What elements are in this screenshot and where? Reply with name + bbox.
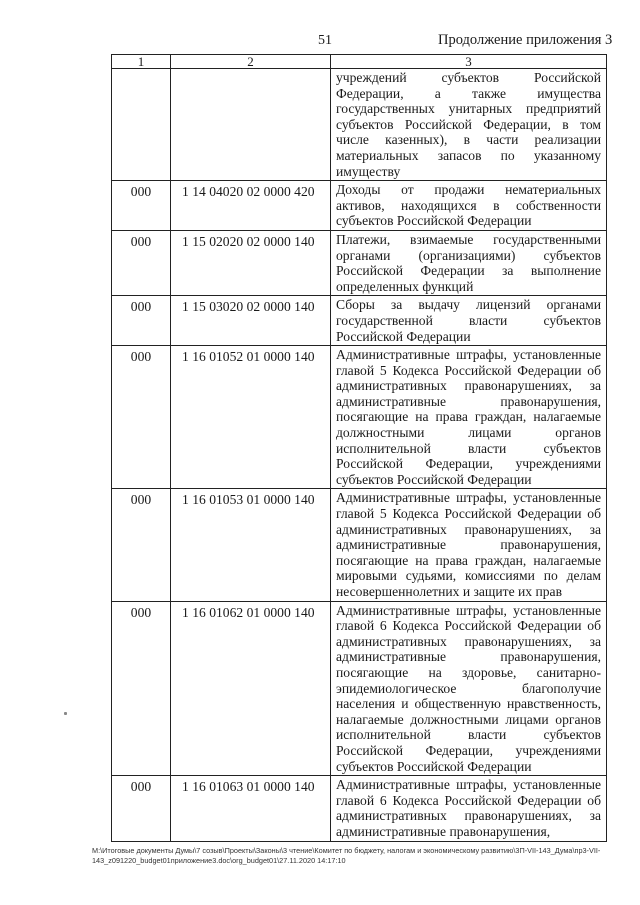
description-cell: учреждений субъектов Российской Федерации, а также имущества государственных унитарных предприятий субъектов Российской Федерации, в том числе казенных), в части реализации материальных запасов по указанному имуществу [331, 69, 607, 181]
description-cell: Административные штрафы, установленные главой 5 Кодекса Российской Федерации об административных правонарушениях, за административные правонарушения, посягающие на права граждан, налагаемые должностными лицами органов исполнительной власти субъектов Российской Федерации, учреждениями субъектов Российской Федерации [331, 346, 607, 489]
table-row [112, 346, 607, 489]
budget-code-cell: 1 14 04020 02 0000 420 [171, 181, 331, 231]
table-row [112, 69, 607, 181]
budget-code-cell [171, 69, 331, 181]
admin-code-cell: 000 [112, 346, 171, 489]
column-header: 2 [171, 55, 331, 69]
table-row [112, 489, 607, 601]
page-number: 51 [318, 33, 332, 48]
description-cell: Платежи, взимаемые государственными органами (организациями) субъектов Российской Федерации за выполнение определенных функций [331, 230, 607, 295]
budget-code-cell: 1 15 03020 02 0000 140 [171, 296, 331, 346]
document-file-path: M:\Итоговые документы Думы\7 созыв\Проекты\Законы\3 чтение\Комитет по бюджету, налогам и экономическому развитию\3П-VII-143_Дума\пр3-VII-143_z091220_budget01приложение3.doc\org_budget01\27.11.2020 14:17:10 [92, 846, 601, 865]
table-row [112, 296, 607, 346]
description-cell: Административные штрафы, установленные главой 6 Кодекса Российской Федерации об административных правонарушениях, за административные правонарушения, посягающие на здоровье, санитарно-эпидемиологическое благополучие населения и общественную нравственность, налагаемые должностными лицами органов исполнительной власти субъектов Российской Федерации, учреждениями субъектов Российской Федерации [331, 601, 607, 776]
column-header: 1 [112, 55, 171, 69]
column-header: 3 [331, 55, 607, 69]
table-row [112, 601, 607, 776]
table-row [112, 181, 607, 231]
description-cell: Административные штрафы, установленные главой 5 Кодекса Российской Федерации об административных правонарушениях, за административные правонарушения, посягающие на права граждан, налагаемые мировыми судьями, комиссиями по делам несовершеннолетних и защите их прав [331, 489, 607, 601]
admin-code-cell: 000 [112, 296, 171, 346]
table-row [112, 776, 607, 841]
scan-speck [64, 712, 67, 715]
continuation-title: Продолжение приложения 3 [438, 32, 613, 48]
revenue-codes-table [111, 54, 607, 842]
table-row [112, 230, 607, 295]
admin-code-cell: 000 [112, 230, 171, 295]
admin-code-cell [112, 69, 171, 181]
budget-code-cell: 1 15 02020 02 0000 140 [171, 230, 331, 295]
description-cell: Сборы за выдачу лицензий органами государственной власти субъектов Российской Федерации [331, 296, 607, 346]
description-cell: Административные штрафы, установленные главой 6 Кодекса Российской Федерации об административных правонарушениях, за административные правонарушения, [331, 776, 607, 841]
budget-code-cell: 1 16 01063 01 0000 140 [171, 776, 331, 841]
table-header-row [112, 55, 607, 69]
admin-code-cell: 000 [112, 181, 171, 231]
budget-code-cell: 1 16 01053 01 0000 140 [171, 489, 331, 601]
budget-code-cell: 1 16 01062 01 0000 140 [171, 601, 331, 776]
budget-code-cell: 1 16 01052 01 0000 140 [171, 346, 331, 489]
description-cell: Доходы от продажи нематериальных активов, находящихся в собственности субъектов Российской Федерации [331, 181, 607, 231]
admin-code-cell: 000 [112, 601, 171, 776]
admin-code-cell: 000 [112, 489, 171, 601]
admin-code-cell: 000 [112, 776, 171, 841]
